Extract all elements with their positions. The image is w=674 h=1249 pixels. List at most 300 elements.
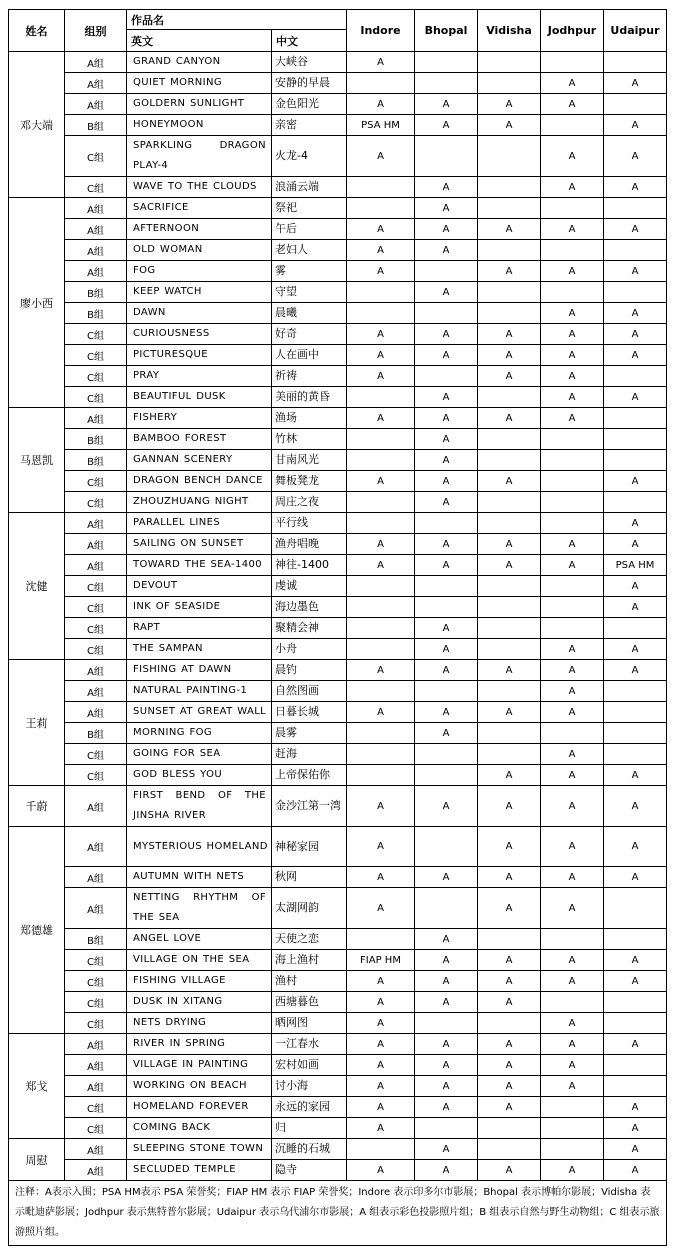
result-indore: [347, 618, 415, 639]
result-bhopal: A: [415, 723, 478, 744]
result-udaipur: A: [604, 867, 667, 888]
result-udaipur: [604, 240, 667, 261]
result-vidisha: [478, 744, 541, 765]
work-title-chinese: 渔舟唱晚: [272, 534, 347, 555]
work-title-chinese: 渔场: [272, 408, 347, 429]
result-jodhpur: A: [541, 1160, 604, 1181]
result-indore: [347, 429, 415, 450]
table-row: [9, 660, 667, 681]
result-udaipur: A: [604, 786, 667, 827]
result-vidisha: [478, 73, 541, 94]
result-jodhpur: A: [541, 765, 604, 786]
result-vidisha: [478, 929, 541, 950]
work-title-english: DRAGON BENCH DANCE: [127, 471, 272, 492]
work-title-chinese: 沉睡的石城: [272, 1139, 347, 1160]
col-header-group: 组别: [65, 10, 127, 52]
photographer-name: 郑戈: [9, 1034, 65, 1139]
work-title-english: NETTING RHYTHM OF THE SEA: [127, 888, 272, 929]
result-jodhpur: A: [541, 177, 604, 198]
result-bhopal: [415, 597, 478, 618]
result-bhopal: [415, 136, 478, 177]
result-jodhpur: A: [541, 408, 604, 429]
result-bhopal: [415, 765, 478, 786]
result-bhopal: A: [415, 971, 478, 992]
work-group: C组: [65, 324, 127, 345]
work-group: A组: [65, 261, 127, 282]
work-title-english: QUIET MORNING: [127, 73, 272, 94]
result-udaipur: [604, 681, 667, 702]
result-vidisha: [478, 1013, 541, 1034]
work-group: A组: [65, 1076, 127, 1097]
table-row: [9, 94, 667, 115]
result-udaipur: A: [604, 115, 667, 136]
work-title-chinese: 海上渔村: [272, 950, 347, 971]
work-group: C组: [65, 971, 127, 992]
work-title-english: RIVER IN SPRING: [127, 1034, 272, 1055]
work-group: A组: [65, 240, 127, 261]
work-title-english: FIRST BEND OF THE JINSHA RIVER: [127, 786, 272, 827]
work-title-english: HOMELAND FOREVER: [127, 1097, 272, 1118]
result-jodhpur: A: [541, 827, 604, 867]
result-vidisha: [478, 282, 541, 303]
result-udaipur: A: [604, 1097, 667, 1118]
work-title-chinese: 秋网: [272, 867, 347, 888]
work-title-chinese: 安静的早晨: [272, 73, 347, 94]
result-udaipur: [604, 888, 667, 929]
work-title-chinese: 自然图画: [272, 681, 347, 702]
result-bhopal: A: [415, 1139, 478, 1160]
result-jodhpur: [541, 723, 604, 744]
result-jodhpur: A: [541, 555, 604, 576]
table-row: [9, 1097, 667, 1118]
work-title-chinese: 讨小海: [272, 1076, 347, 1097]
result-indore: [347, 282, 415, 303]
result-udaipur: A: [604, 950, 667, 971]
work-title-english: MYSTERIOUS HOMELAND: [127, 827, 272, 867]
result-indore: [347, 765, 415, 786]
result-udaipur: A: [604, 513, 667, 534]
result-jodhpur: [541, 282, 604, 303]
result-jodhpur: A: [541, 387, 604, 408]
result-udaipur: [604, 1013, 667, 1034]
result-vidisha: [478, 576, 541, 597]
table-row: [9, 827, 667, 867]
work-group: A组: [65, 867, 127, 888]
work-group: C组: [65, 744, 127, 765]
result-bhopal: [415, 303, 478, 324]
result-udaipur: [604, 408, 667, 429]
result-udaipur: A: [604, 597, 667, 618]
work-title-english: SAILING ON SUNSET: [127, 534, 272, 555]
work-title-english: DUSK IN XITANG: [127, 992, 272, 1013]
work-title-english: SACRIFICE: [127, 198, 272, 219]
result-vidisha: [478, 198, 541, 219]
result-udaipur: A: [604, 303, 667, 324]
result-indore: [347, 492, 415, 513]
work-title-chinese: 老妇人: [272, 240, 347, 261]
result-indore: [347, 450, 415, 471]
result-jodhpur: [541, 576, 604, 597]
table-row: [9, 324, 667, 345]
work-title-english: GANNAN SCENERY: [127, 450, 272, 471]
table-row: [9, 471, 667, 492]
result-jodhpur: A: [541, 744, 604, 765]
work-title-chinese: 守望: [272, 282, 347, 303]
work-title-chinese: 聚精会神: [272, 618, 347, 639]
table-row: [9, 723, 667, 744]
result-jodhpur: [541, 618, 604, 639]
result-indore: A: [347, 888, 415, 929]
work-title-chinese: 大峡谷: [272, 52, 347, 73]
result-udaipur: A: [604, 387, 667, 408]
result-bhopal: A: [415, 950, 478, 971]
result-vidisha: A: [478, 408, 541, 429]
work-group: C组: [65, 1097, 127, 1118]
work-group: A组: [65, 786, 127, 827]
work-title-english: MORNING FOG: [127, 723, 272, 744]
work-group: C组: [65, 950, 127, 971]
col-header-udaipur: Udaipur: [604, 10, 667, 52]
result-indore: PSA HM: [347, 115, 415, 136]
work-title-chinese: 西塘暮色: [272, 992, 347, 1013]
work-title-chinese: 天使之恋: [272, 929, 347, 950]
work-title-chinese: 甘南风光: [272, 450, 347, 471]
table-row: [9, 387, 667, 408]
table-row: [9, 1055, 667, 1076]
results-table-container: [8, 9, 666, 1246]
result-vidisha: [478, 513, 541, 534]
result-vidisha: A: [478, 971, 541, 992]
col-header-bhopal: Bhopal: [415, 10, 478, 52]
work-title-chinese: 祈祷: [272, 366, 347, 387]
table-row: [9, 1139, 667, 1160]
work-title-english: SPARKLING DRAGON PLAY-4: [127, 136, 272, 177]
result-udaipur: A: [604, 136, 667, 177]
result-bhopal: [415, 1013, 478, 1034]
work-title-english: HONEYMOON: [127, 115, 272, 136]
work-title-chinese: 美丽的黄昏: [272, 387, 347, 408]
work-group: B组: [65, 303, 127, 324]
result-bhopal: A: [415, 429, 478, 450]
work-title-english: FISHING VILLAGE: [127, 971, 272, 992]
result-vidisha: [478, 639, 541, 660]
table-row: [9, 136, 667, 177]
result-bhopal: A: [415, 929, 478, 950]
table-row: [9, 303, 667, 324]
result-udaipur: A: [604, 219, 667, 240]
work-title-english: THE SAMPAN: [127, 639, 272, 660]
work-title-chinese: 永远的家园: [272, 1097, 347, 1118]
col-header-indore: Indore: [347, 10, 415, 52]
table-row: [9, 576, 667, 597]
result-bhopal: A: [415, 387, 478, 408]
work-title-chinese: 晨钓: [272, 660, 347, 681]
result-indore: A: [347, 660, 415, 681]
result-bhopal: [415, 1118, 478, 1139]
result-indore: [347, 597, 415, 618]
work-group: C组: [65, 366, 127, 387]
result-vidisha: [478, 1139, 541, 1160]
result-vidisha: [478, 618, 541, 639]
note-row: [9, 1181, 667, 1246]
work-group: C组: [65, 639, 127, 660]
result-bhopal: A: [415, 555, 478, 576]
result-indore: A: [347, 345, 415, 366]
result-udaipur: A: [604, 660, 667, 681]
photographer-name: 王莉: [9, 660, 65, 786]
result-udaipur: [604, 1076, 667, 1097]
result-jodhpur: A: [541, 366, 604, 387]
result-indore: A: [347, 324, 415, 345]
result-jodhpur: [541, 429, 604, 450]
work-group: A组: [65, 555, 127, 576]
result-bhopal: [415, 576, 478, 597]
result-bhopal: A: [415, 992, 478, 1013]
result-bhopal: [415, 744, 478, 765]
result-indore: A: [347, 1097, 415, 1118]
work-title-chinese: 归: [272, 1118, 347, 1139]
result-bhopal: A: [415, 94, 478, 115]
result-bhopal: A: [415, 660, 478, 681]
work-title-english: TOWARD THE SEA-1400: [127, 555, 272, 576]
work-group: C组: [65, 597, 127, 618]
result-vidisha: A: [478, 992, 541, 1013]
work-title-english: OLD WOMAN: [127, 240, 272, 261]
result-indore: A: [347, 471, 415, 492]
result-jodhpur: A: [541, 303, 604, 324]
work-group: A组: [65, 513, 127, 534]
result-udaipur: [604, 52, 667, 73]
table-row: [9, 513, 667, 534]
result-vidisha: [478, 387, 541, 408]
result-jodhpur: A: [541, 534, 604, 555]
result-udaipur: A: [604, 971, 667, 992]
photographer-name: 周慰: [9, 1139, 65, 1181]
work-title-chinese: 火龙-4: [272, 136, 347, 177]
result-vidisha: [478, 240, 541, 261]
result-jodhpur: A: [541, 950, 604, 971]
result-indore: [347, 723, 415, 744]
table-row: [9, 971, 667, 992]
result-bhopal: A: [415, 450, 478, 471]
work-title-english: GOING FOR SEA: [127, 744, 272, 765]
work-title-chinese: 虔诚: [272, 576, 347, 597]
work-title-english: PARALLEL LINES: [127, 513, 272, 534]
work-group: C组: [65, 576, 127, 597]
work-group: A组: [65, 888, 127, 929]
work-title-english: DAWN: [127, 303, 272, 324]
result-jodhpur: A: [541, 1034, 604, 1055]
work-title-chinese: 赶海: [272, 744, 347, 765]
work-group: C组: [65, 345, 127, 366]
result-udaipur: A: [604, 1139, 667, 1160]
result-jodhpur: [541, 1139, 604, 1160]
result-vidisha: A: [478, 219, 541, 240]
result-vidisha: [478, 177, 541, 198]
work-title-chinese: 晨曦: [272, 303, 347, 324]
result-indore: [347, 744, 415, 765]
work-group: B组: [65, 429, 127, 450]
work-title-chinese: 午后: [272, 219, 347, 240]
table-row: [9, 597, 667, 618]
result-bhopal: A: [415, 345, 478, 366]
result-bhopal: [415, 827, 478, 867]
result-indore: [347, 1139, 415, 1160]
col-header-name: 姓名: [9, 10, 65, 52]
result-udaipur: A: [604, 73, 667, 94]
table-row: [9, 681, 667, 702]
work-group: B组: [65, 115, 127, 136]
table-row: [9, 73, 667, 94]
work-title-english: NETS DRYING: [127, 1013, 272, 1034]
result-udaipur: A: [604, 1118, 667, 1139]
result-udaipur: A: [604, 639, 667, 660]
table-row: [9, 261, 667, 282]
work-group: A组: [65, 219, 127, 240]
table-row: [9, 408, 667, 429]
result-jodhpur: A: [541, 1076, 604, 1097]
work-title-english: SLEEPING STONE TOWN: [127, 1139, 272, 1160]
table-row: [9, 1076, 667, 1097]
table-row: [9, 867, 667, 888]
result-udaipur: [604, 744, 667, 765]
result-indore: [347, 639, 415, 660]
work-title-english: ZHOUZHUANG NIGHT: [127, 492, 272, 513]
work-title-chinese: 竹林: [272, 429, 347, 450]
table-row: [9, 282, 667, 303]
table-row: [9, 618, 667, 639]
table-row: [9, 639, 667, 660]
result-indore: A: [347, 1034, 415, 1055]
result-udaipur: A: [604, 324, 667, 345]
work-group: B组: [65, 723, 127, 744]
result-indore: A: [347, 136, 415, 177]
work-title-chinese: 金色阳光: [272, 94, 347, 115]
result-indore: [347, 681, 415, 702]
work-title-chinese: 舞板凳龙: [272, 471, 347, 492]
table-row: [9, 198, 667, 219]
result-udaipur: [604, 366, 667, 387]
result-bhopal: A: [415, 471, 478, 492]
work-title-english: WORKING ON BEACH: [127, 1076, 272, 1097]
result-indore: A: [347, 867, 415, 888]
result-jodhpur: A: [541, 136, 604, 177]
result-bhopal: A: [415, 786, 478, 827]
table-row: [9, 534, 667, 555]
result-indore: A: [347, 1055, 415, 1076]
work-title-chinese: 周庄之夜: [272, 492, 347, 513]
header-row-top: [9, 10, 667, 30]
work-title-chinese: 上帝保佑你: [272, 765, 347, 786]
result-bhopal: [415, 513, 478, 534]
work-title-english: FISHERY: [127, 408, 272, 429]
result-indore: A: [347, 555, 415, 576]
result-vidisha: [478, 597, 541, 618]
work-group: C组: [65, 136, 127, 177]
table-row: [9, 950, 667, 971]
result-jodhpur: [541, 450, 604, 471]
result-jodhpur: [541, 198, 604, 219]
work-group: A组: [65, 660, 127, 681]
work-group: B组: [65, 450, 127, 471]
work-title-english: GOD BLESS YOU: [127, 765, 272, 786]
work-title-english: GRAND CANYON: [127, 52, 272, 73]
result-indore: A: [347, 992, 415, 1013]
work-title-chinese: 宏村如画: [272, 1055, 347, 1076]
work-group: B组: [65, 929, 127, 950]
work-title-chinese: 小舟: [272, 639, 347, 660]
result-udaipur: [604, 429, 667, 450]
result-bhopal: A: [415, 324, 478, 345]
result-jodhpur: A: [541, 324, 604, 345]
work-title-chinese: 太湖网韵: [272, 888, 347, 929]
result-indore: A: [347, 1160, 415, 1181]
table-row: [9, 240, 667, 261]
result-udaipur: [604, 282, 667, 303]
work-group: A组: [65, 1055, 127, 1076]
result-indore: A: [347, 971, 415, 992]
result-indore: FIAP HM: [347, 950, 415, 971]
table-row: [9, 450, 667, 471]
work-group: B组: [65, 282, 127, 303]
result-bhopal: A: [415, 534, 478, 555]
table-row: [9, 345, 667, 366]
result-jodhpur: A: [541, 639, 604, 660]
work-title-chinese: 人在画中: [272, 345, 347, 366]
result-udaipur: A: [604, 827, 667, 867]
result-indore: A: [347, 786, 415, 827]
work-group: A组: [65, 702, 127, 723]
work-group: C组: [65, 992, 127, 1013]
result-indore: A: [347, 52, 415, 73]
result-bhopal: A: [415, 177, 478, 198]
work-title-english: AUTUMN WITH NETS: [127, 867, 272, 888]
table-row: [9, 702, 667, 723]
work-title-chinese: 神秘家园: [272, 827, 347, 867]
result-jodhpur: A: [541, 786, 604, 827]
result-vidisha: A: [478, 888, 541, 929]
work-title-chinese: 渔村: [272, 971, 347, 992]
result-jodhpur: A: [541, 971, 604, 992]
work-title-chinese: 金沙江第一湾: [272, 786, 347, 827]
result-indore: A: [347, 261, 415, 282]
table-row: [9, 1013, 667, 1034]
work-title-chinese: 晒网图: [272, 1013, 347, 1034]
result-vidisha: A: [478, 1097, 541, 1118]
result-indore: [347, 303, 415, 324]
photographer-name: 千蔚: [9, 786, 65, 827]
result-indore: [347, 198, 415, 219]
work-title-english: DEVOUT: [127, 576, 272, 597]
work-title-english: NATURAL PAINTING-1: [127, 681, 272, 702]
result-bhopal: [415, 52, 478, 73]
result-indore: [347, 387, 415, 408]
result-bhopal: A: [415, 408, 478, 429]
result-indore: A: [347, 702, 415, 723]
result-jodhpur: A: [541, 73, 604, 94]
result-vidisha: [478, 723, 541, 744]
result-indore: A: [347, 534, 415, 555]
result-indore: A: [347, 219, 415, 240]
result-jodhpur: A: [541, 219, 604, 240]
result-vidisha: A: [478, 765, 541, 786]
result-bhopal: A: [415, 240, 478, 261]
result-vidisha: A: [478, 324, 541, 345]
result-udaipur: A: [604, 765, 667, 786]
result-bhopal: A: [415, 639, 478, 660]
work-title-chinese: 日暮长城: [272, 702, 347, 723]
result-vidisha: A: [478, 94, 541, 115]
